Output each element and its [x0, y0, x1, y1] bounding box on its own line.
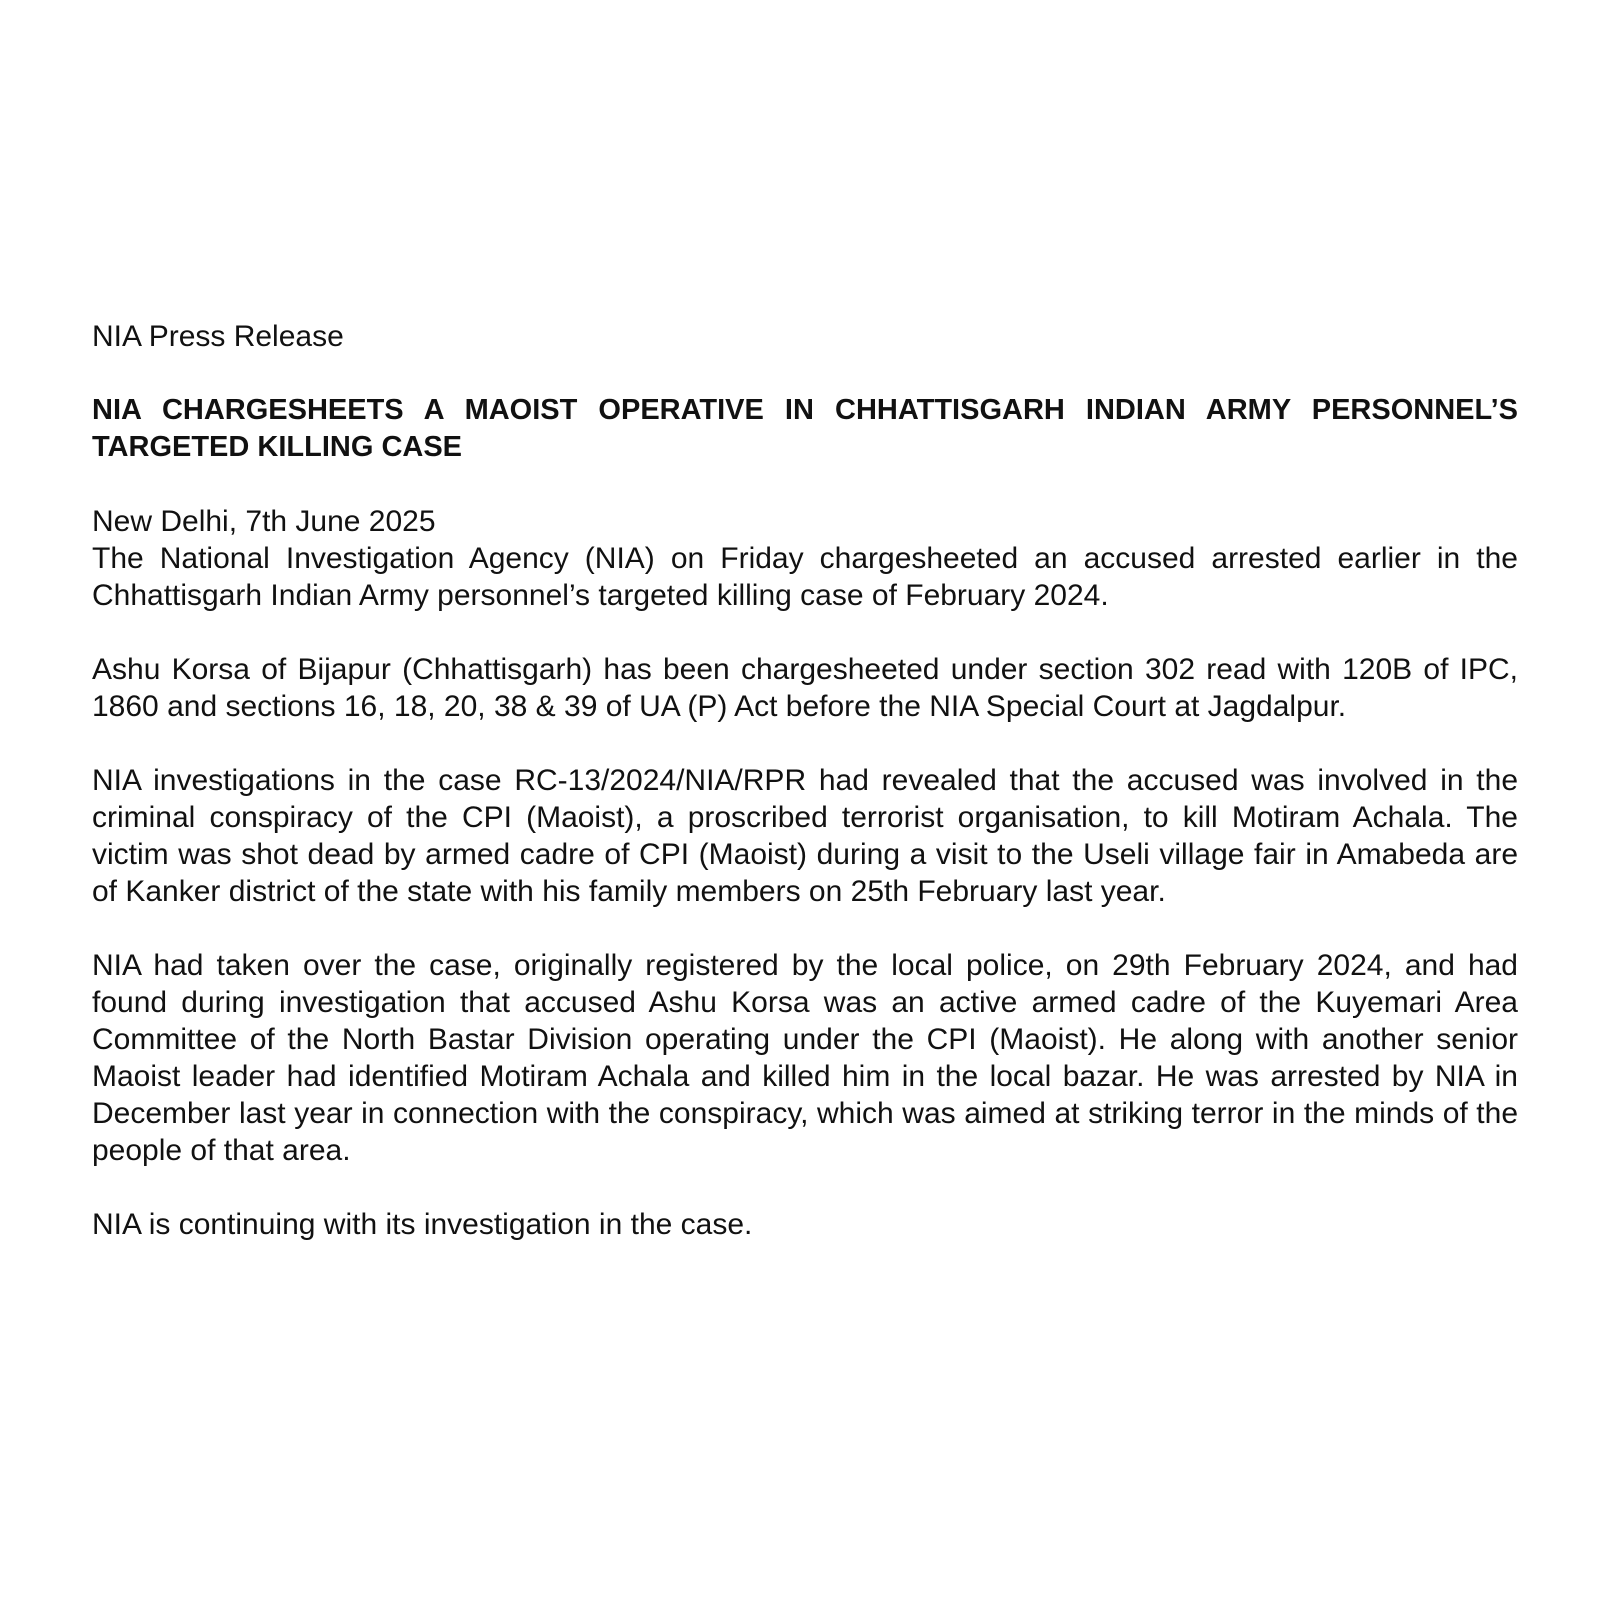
paragraph-investigation: NIA investigations in the case RC-13/2024/NIA/RPR had revealed that the accused was involved in the criminal conspiracy of the CPI (Maoist), a proscribed terrorist organisation, to kill Motiram Achala. The victim was shot dead by armed cadre of CPI (Maoist) during a visit to the Useli village fair in Amabeda are of Kanker district of the state with his family members on 25th February last year.: [92, 764, 1518, 908]
dateline: New Delhi, 7th June 2025: [92, 505, 436, 538]
document-label: NIA Press Release: [92, 320, 344, 353]
paragraph-case-takeover: NIA had taken over the case, originally registered by the local police, on 29th February 2024, and had found during investigation that accused Ashu Korsa was an active armed cadre of the Kuyemari Area Committee of the North Bastar Division operating under the CPI (Maoist). He along with another senior Maoist leader had identified Motiram Achala and killed him in the local bazar. He was arrested by NIA in December last year in connection with the conspiracy, which was aimed at striking terror in the minds of the people of that area.: [92, 949, 1518, 1167]
headline: NIA CHARGESHEETS A MAOIST OPERATIVE IN CHHATTISGARH INDIAN ARMY PERSONNEL’S TARGETED KILLING CASE: [92, 394, 1518, 463]
press-release-document: [92, 318, 1518, 1280]
paragraph-continuing: NIA is continuing with its investigation in the case.: [92, 1208, 753, 1241]
paragraph-intro: The National Investigation Agency (NIA) on Friday chargesheeted an accused arrested earlier in the Chhattisgarh Indian Army personnel’s targeted killing case of February 2024.: [92, 542, 1518, 612]
paragraph-chargesheet: Ashu Korsa of Bijapur (Chhattisgarh) has been chargesheeted under section 302 read with 120B of IPC, 1860 and sections 16, 18, 20, 38 & 39 of UA (P) Act before the NIA Special Court at Jagdalpur.: [92, 653, 1518, 723]
